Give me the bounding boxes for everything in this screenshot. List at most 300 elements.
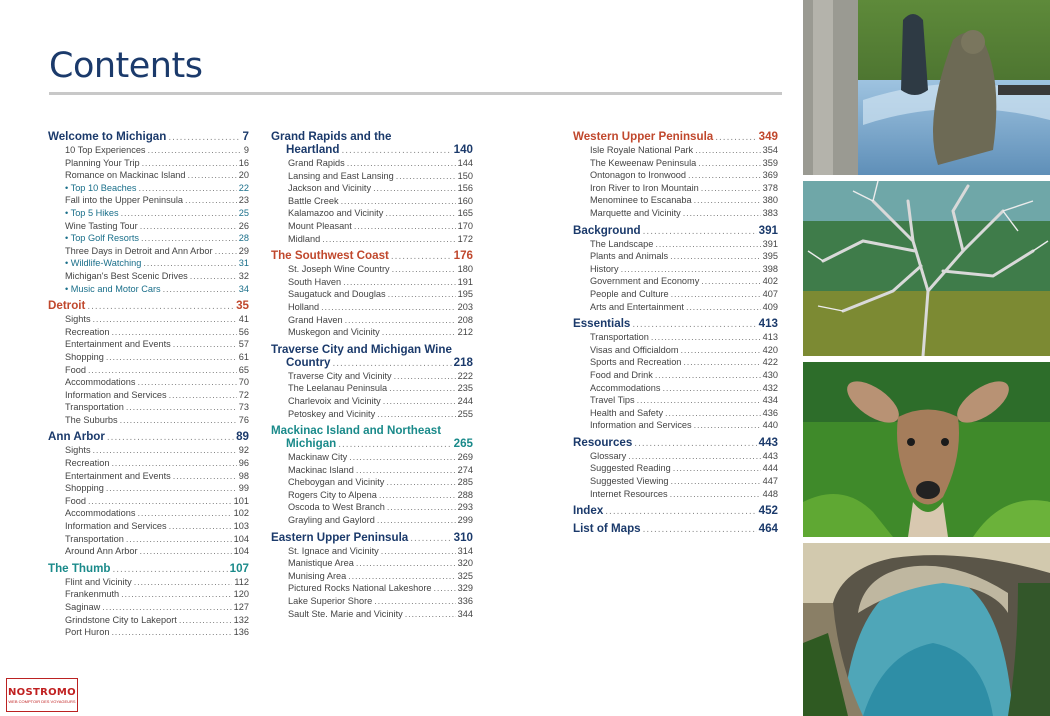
toc-entry[interactable] [573, 407, 778, 420]
toc-entry[interactable] [48, 533, 249, 546]
toc-entry[interactable] [573, 301, 778, 314]
dot-leader [111, 457, 236, 470]
toc-entry[interactable] [48, 169, 249, 182]
section-title: Detroit [48, 299, 86, 313]
dot-leader [348, 570, 455, 583]
entry-title: Petoskey and Vicinity [288, 408, 376, 419]
entry-page-number: 73 [238, 402, 249, 413]
entry-title: Saugatuck and Douglas [288, 289, 386, 300]
dot-leader [387, 501, 456, 514]
toc-entry[interactable] [48, 207, 249, 220]
entry-page-number: 170 [457, 220, 473, 231]
entry-title: Rogers City to Alpena [288, 489, 377, 500]
entry-title: • Top 5 Hikes [65, 207, 119, 218]
toc-entry[interactable] [271, 382, 473, 395]
entry-title: History [590, 263, 619, 274]
entry-title: Muskegon and Vicinity [288, 327, 380, 338]
dot-leader [322, 233, 455, 246]
entry-title: Shopping [65, 351, 104, 362]
toc-entry[interactable] [573, 207, 778, 220]
toc-entry[interactable] [573, 382, 778, 395]
section-heading[interactable] [48, 130, 249, 144]
dot-leader [168, 131, 240, 144]
toc-entry[interactable] [48, 389, 249, 402]
toc-entry[interactable] [271, 233, 473, 246]
title-divider [49, 92, 782, 95]
toc-section [573, 130, 778, 224]
toc-entry[interactable] [271, 570, 473, 583]
entry-title: South Haven [288, 276, 342, 287]
section-heading[interactable] [271, 437, 473, 451]
dot-leader [332, 357, 451, 370]
dot-leader [349, 451, 455, 464]
entry-page-number: 444 [762, 463, 778, 474]
entry-page-number: 29 [238, 245, 249, 256]
toc-section [573, 522, 778, 540]
toc-entry[interactable] [573, 344, 778, 357]
entry-title: Three Days in Detroit and Ann Arbor [65, 245, 213, 256]
toc-entry[interactable] [48, 313, 249, 326]
toc-entry[interactable] [48, 626, 249, 639]
entry-page-number: 285 [457, 477, 473, 488]
entry-title: Mount Pleasant [288, 220, 352, 231]
toc-entry[interactable] [271, 220, 473, 233]
section-title-line1[interactable]: Mackinac Island and Northeast [271, 424, 442, 438]
dot-leader [139, 182, 237, 195]
dot-leader [621, 263, 761, 276]
dot-leader [88, 364, 237, 377]
toc-entry[interactable] [48, 283, 249, 296]
dot-leader [112, 563, 227, 576]
toc-column-3 [573, 130, 778, 540]
section-heading[interactable] [48, 299, 249, 313]
entry-page-number: 255 [457, 408, 473, 419]
section-heading[interactable] [48, 562, 249, 576]
toc-entry[interactable] [48, 364, 249, 377]
dot-leader [683, 356, 760, 369]
toc-entry[interactable] [48, 245, 249, 258]
dot-leader [345, 314, 456, 327]
dot-leader [143, 257, 236, 270]
toc-entry[interactable] [271, 464, 473, 477]
section-heading[interactable] [573, 130, 778, 144]
entry-title: Accommodations [590, 382, 661, 393]
toc-entry[interactable] [573, 263, 778, 276]
toc-entry[interactable] [573, 356, 778, 369]
section-page-number: 7 [242, 130, 249, 143]
toc-entry[interactable] [48, 414, 249, 427]
section-page-number: 413 [758, 317, 778, 331]
entry-page-number: 369 [762, 170, 778, 181]
entry-page-number: 195 [457, 289, 473, 300]
section-gap [271, 620, 473, 624]
dot-leader [686, 301, 761, 314]
entry-page-number: 150 [457, 170, 473, 181]
entry-title: Transportation [65, 402, 124, 413]
dot-leader [671, 475, 761, 488]
entry-page-number: 72 [238, 389, 249, 400]
entry-title: The Leelanau Peninsula [288, 383, 388, 394]
dot-leader [126, 401, 237, 414]
toc-entry[interactable] [573, 369, 778, 382]
entry-page-number: 31 [238, 258, 249, 269]
entry-page-number: 293 [457, 502, 473, 513]
dot-leader [389, 382, 456, 395]
dot-leader [356, 557, 456, 570]
entry-title: Holland [288, 301, 320, 312]
dot-leader [106, 482, 237, 495]
toc-entry[interactable] [573, 169, 778, 182]
dot-leader [381, 545, 456, 558]
entry-page-number: 156 [457, 183, 473, 194]
entry-page-number: 440 [762, 420, 778, 431]
entry-title: Kalamazoo and Vicinity [288, 208, 384, 219]
toc-entry[interactable] [271, 207, 473, 220]
toc-entry[interactable] [271, 288, 473, 301]
entry-title: Sault Ste. Marie and Vicinity [288, 608, 403, 619]
entry-page-number: 104 [233, 546, 249, 557]
entry-page-number: 16 [238, 157, 249, 168]
toc-entry[interactable] [271, 326, 473, 339]
section-heading[interactable] [573, 522, 778, 536]
entry-page-number: 443 [762, 450, 778, 461]
entry-page-number: 407 [762, 288, 778, 299]
entry-title: Grand Haven [288, 314, 343, 325]
toc-entry[interactable] [271, 314, 473, 327]
toc-entry[interactable] [48, 144, 249, 157]
toc-column-1 [48, 130, 249, 643]
dot-leader [93, 313, 237, 326]
dot-leader [394, 370, 456, 383]
entry-title: St. Joseph Wine Country [288, 264, 390, 275]
toc-entry[interactable] [48, 220, 249, 233]
section-heading[interactable] [48, 430, 249, 444]
toc-entry[interactable] [271, 395, 473, 408]
entry-page-number: 383 [762, 207, 778, 218]
toc-entry[interactable] [48, 338, 249, 351]
toc-entry[interactable] [271, 263, 473, 276]
toc-entry[interactable] [573, 450, 778, 463]
dot-leader [343, 276, 456, 289]
entry-title: People and Culture [590, 288, 669, 299]
toc-entry[interactable] [48, 270, 249, 283]
section-title-line1[interactable]: Grand Rapids and the [271, 130, 392, 143]
entry-page-number: 448 [762, 488, 778, 499]
entry-title: Transportation [590, 332, 649, 343]
dot-leader [388, 288, 456, 301]
toc-entry[interactable] [48, 470, 249, 483]
toc-entry[interactable] [271, 582, 473, 595]
section-page-number: 452 [758, 504, 778, 518]
entry-title: Mackinac Island [288, 464, 354, 475]
toc-entry[interactable] [271, 476, 473, 489]
section-title: Western Upper Peninsula [573, 130, 714, 143]
toc-entry[interactable] [573, 475, 778, 488]
dot-leader [126, 533, 232, 546]
toc-entry[interactable] [48, 576, 249, 589]
toc-entry[interactable] [271, 595, 473, 608]
entry-title: Government and Economy [590, 276, 700, 287]
entry-title: Planning Your Trip [65, 157, 140, 168]
entry-title: Midland [288, 233, 321, 244]
toc-entry[interactable] [48, 588, 249, 601]
toc-entry[interactable] [48, 326, 249, 339]
entry-page-number: 70 [238, 377, 249, 388]
toc-entry[interactable] [271, 608, 473, 621]
entry-page-number: 20 [238, 170, 249, 181]
entry-title: Information and Services [65, 521, 167, 532]
dot-leader [683, 207, 761, 220]
toc-entry[interactable] [573, 275, 778, 288]
dot-leader [169, 520, 232, 533]
toc-section [573, 317, 778, 436]
toc-entry[interactable] [271, 157, 473, 170]
entry-title: Charlevoix and Vicinity [288, 395, 381, 406]
entry-title: Ontonagon to Ironwood [590, 170, 687, 181]
entry-page-number: 432 [762, 382, 778, 393]
toc-entry[interactable] [48, 495, 249, 508]
section-page-number: 89 [236, 430, 249, 444]
section-heading[interactable] [271, 531, 473, 545]
toc-entry[interactable] [48, 257, 249, 270]
toc-entry[interactable] [271, 408, 473, 421]
section-title: Index [573, 504, 604, 518]
entry-page-number: 395 [762, 251, 778, 262]
toc-entry[interactable] [48, 545, 249, 558]
entry-page-number: 144 [457, 158, 473, 168]
toc-entry[interactable] [48, 232, 249, 245]
toc-entry[interactable] [48, 376, 249, 389]
dot-leader [111, 626, 231, 639]
toc-section [48, 299, 249, 430]
toc-entry[interactable] [48, 444, 249, 457]
section-page-number: 310 [453, 530, 473, 544]
toc-entry[interactable] [48, 482, 249, 495]
toc-entry[interactable] [271, 276, 473, 289]
toc-entry[interactable] [573, 250, 778, 263]
section-heading[interactable] [573, 224, 778, 238]
entry-title: Recreation [65, 458, 110, 469]
toc-section [573, 224, 778, 318]
entry-title: Frankenmuth [65, 589, 120, 600]
toc-entry[interactable] [271, 501, 473, 514]
dot-leader [141, 232, 237, 245]
entry-title: Oscoda to West Branch [288, 502, 385, 513]
toc-entry[interactable] [573, 194, 778, 207]
dot-leader [670, 488, 761, 501]
dot-leader [341, 144, 451, 157]
entry-title: Entertainment and Events [65, 470, 171, 481]
dot-leader [434, 582, 456, 595]
entry-page-number: 434 [762, 395, 778, 406]
toc-entry[interactable] [48, 614, 249, 627]
toc-entry[interactable] [271, 195, 473, 208]
entry-page-number: 57 [238, 339, 249, 350]
entry-title: Health and Safety [590, 407, 664, 418]
entry-page-number: 160 [457, 195, 473, 206]
entry-page-number: 288 [457, 489, 473, 500]
dot-leader [140, 220, 237, 233]
entry-page-number: 436 [762, 407, 778, 418]
entry-title: Visas and Officialdom [590, 344, 679, 355]
entry-page-number: 112 [234, 576, 249, 587]
dot-leader [655, 238, 760, 251]
entry-page-number: 447 [762, 476, 778, 487]
entry-title: Sights [65, 445, 91, 456]
entry-page-number: 98 [238, 470, 249, 481]
dot-leader [665, 407, 761, 420]
page-title: Contents [49, 46, 203, 86]
dot-leader [651, 331, 761, 344]
dot-leader [681, 344, 761, 357]
dot-leader [215, 245, 237, 258]
entry-title: Recreation [65, 326, 110, 337]
toc-section [271, 249, 473, 343]
toc-entry[interactable] [48, 194, 249, 207]
dot-leader [163, 283, 237, 296]
dot-leader [354, 220, 456, 233]
dot-leader [628, 450, 760, 463]
entry-title: Jackson and Vicinity [288, 183, 372, 194]
dot-leader [341, 195, 456, 208]
section-page-number: 176 [453, 249, 473, 263]
toc-entry[interactable] [271, 514, 473, 527]
toc-section [573, 436, 778, 504]
dot-leader [405, 608, 456, 621]
toc-entry[interactable] [271, 557, 473, 570]
toc-entry[interactable] [48, 401, 249, 414]
entry-title: Entertainment and Events [65, 339, 171, 350]
toc-entry[interactable] [573, 488, 778, 501]
toc-entry[interactable] [573, 394, 778, 407]
section-page-number: 391 [758, 223, 778, 237]
dot-leader [643, 225, 757, 238]
entry-title: Munising Area [288, 570, 347, 581]
entry-page-number: 22 [238, 182, 249, 193]
section-page-number: 265 [453, 437, 473, 451]
entry-title: Internet Resources [590, 488, 668, 499]
toc-entry[interactable] [48, 507, 249, 520]
entry-page-number: 102 [233, 508, 249, 519]
entry-page-number: 25 [238, 207, 249, 218]
entry-title: Isle Royale National Park [590, 145, 694, 155]
toc-entry[interactable] [573, 331, 778, 344]
toc-entry[interactable] [573, 462, 778, 475]
toc-entry[interactable] [271, 451, 473, 464]
dot-leader [396, 170, 456, 183]
entry-page-number: 314 [457, 545, 473, 556]
entry-page-number: 132 [233, 614, 249, 625]
section-page-number: 464 [758, 522, 778, 536]
section-title: Essentials [573, 317, 631, 331]
section-title-line1[interactable]: Traverse City and Michigan Wine [271, 342, 452, 356]
toc-entry[interactable] [573, 238, 778, 251]
section-heading[interactable] [271, 356, 473, 370]
entry-page-number: 398 [762, 263, 778, 274]
section-title: Heartland [286, 143, 340, 156]
toc-entry[interactable] [573, 288, 778, 301]
toc-entry[interactable] [573, 144, 778, 157]
dot-leader [137, 507, 231, 520]
dot-leader [662, 382, 760, 395]
entry-title: Marquette and Vicinity [590, 207, 681, 218]
entry-title: The Landscape [590, 238, 654, 249]
publisher-logo [6, 678, 78, 712]
entry-page-number: 359 [762, 157, 778, 168]
entry-page-number: 274 [457, 464, 473, 475]
entry-page-number: 320 [457, 558, 473, 569]
dot-leader [373, 182, 456, 195]
photo-otter-sculpture [803, 0, 1050, 175]
entry-title: Information and Services [65, 389, 167, 400]
entry-page-number: 32 [238, 270, 249, 281]
toc-entry[interactable] [48, 157, 249, 170]
entry-title: 10 Top Experiences [65, 145, 146, 155]
section-page-number: 218 [453, 355, 473, 369]
entry-title: Menominee to Escanaba [590, 195, 692, 206]
entry-page-number: 76 [238, 414, 249, 425]
toc-entry[interactable] [48, 601, 249, 614]
dot-leader [670, 250, 761, 263]
dot-leader [634, 437, 756, 450]
entry-title: Plants and Animals [590, 251, 669, 262]
entry-page-number: 422 [762, 357, 778, 368]
entry-page-number: 402 [762, 276, 778, 287]
entry-title: Food and Drink [590, 369, 653, 380]
entry-title: Information and Services [590, 420, 692, 431]
toc-entry[interactable] [271, 370, 473, 383]
dot-leader [111, 326, 236, 339]
entry-page-number: 92 [238, 445, 249, 456]
toc-entry[interactable] [48, 457, 249, 470]
dot-leader [695, 144, 761, 157]
toc-entry[interactable] [573, 419, 778, 432]
entry-title: Arts and Entertainment [590, 301, 684, 312]
toc-entry[interactable] [271, 545, 473, 558]
toc-entry[interactable] [271, 301, 473, 314]
entry-page-number: 26 [238, 220, 249, 231]
entry-title: • Wildlife-Watching [65, 258, 142, 269]
section-heading[interactable] [573, 317, 778, 331]
entry-page-number: 269 [457, 452, 473, 463]
toc-entry[interactable] [573, 157, 778, 170]
toc-entry[interactable] [48, 351, 249, 364]
section-gap [573, 536, 778, 540]
section-heading[interactable] [573, 436, 778, 450]
dot-leader [179, 614, 232, 627]
entry-title: Mackinaw City [288, 452, 348, 463]
entry-title: Sights [65, 314, 91, 325]
section-title: Country [286, 355, 331, 369]
dot-leader [673, 462, 761, 475]
entry-title: Battle Creek [288, 195, 339, 206]
dot-leader [87, 300, 234, 313]
section-heading[interactable] [271, 143, 473, 157]
entry-title: • Top 10 Beaches [65, 182, 137, 193]
dot-leader [188, 169, 237, 182]
entry-title: Accommodations [65, 377, 136, 388]
toc-entry[interactable] [271, 489, 473, 502]
toc-entry[interactable] [48, 182, 249, 195]
toc-entry[interactable] [271, 182, 473, 195]
toc-entry[interactable] [48, 520, 249, 533]
toc-entry[interactable] [271, 170, 473, 183]
entry-title: The Suburbs [65, 414, 118, 425]
section-heading[interactable] [573, 504, 778, 518]
section-heading[interactable] [271, 249, 473, 263]
toc-entry[interactable] [573, 182, 778, 195]
entry-title: Grayling and Gaylord [288, 515, 375, 526]
